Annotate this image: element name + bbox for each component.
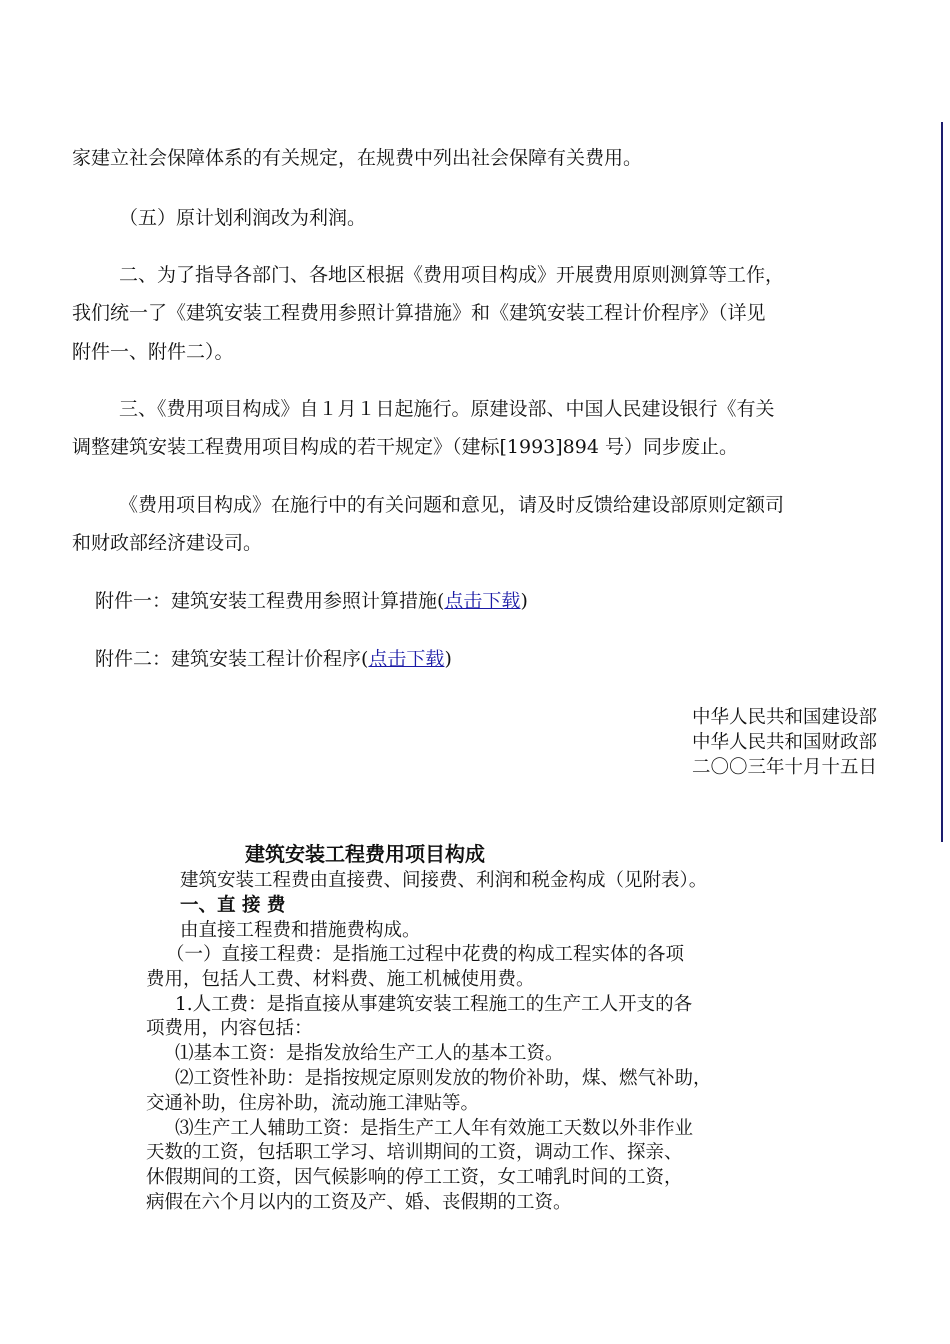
paragraph-feedback-line1: 《费用项目构成》在施行中的有关问题和意见，请及时反馈给建设部原则定额司: [119, 494, 785, 516]
appendix-line-b1: （一）直接工程费：是指施工过程中花费的构成工程实体的各项: [166, 944, 685, 965]
appendix-line-f4: 病假在六个月以内的工资及产、婚、丧假期的工资。: [146, 1192, 572, 1213]
appendix-line-e1: ⑵工资性补助：是指按规定原则发放的物价补助，煤、燃气补助，: [175, 1068, 712, 1089]
paragraph-feedback-line2: 和财政部经济建设司。: [72, 532, 263, 554]
appendix-title: 建筑安装工程费用项目构成: [245, 842, 485, 866]
appendix-line-e2: 交通补助，住房补助，流动施工津贴等。: [146, 1093, 480, 1114]
paragraph-three-line2: 调整建筑安装工程费用项目构成的若干规定》（建标[1993]894 号）同步废止。: [72, 436, 738, 458]
paragraph-social-security: 家建立社会保障体系的有关规定，在规费中列出社会保障有关费用。: [72, 147, 643, 169]
signature-org-construction: 中华人民共和国建设部: [692, 707, 878, 728]
page-edge-rule: [941, 122, 943, 842]
appendix-line-f2: 天数的工资，包括职工学习、培训期间的工资，调动工作、探亲、: [146, 1142, 683, 1163]
signature-date: 二〇〇三年十月十五日: [692, 757, 878, 778]
attachment-two-download-link[interactable]: 点击下载: [368, 648, 445, 670]
appendix-intro: 建筑安装工程费由直接费、间接费、利润和税金构成（见附表）。: [180, 870, 708, 891]
attachment-one-label: 附件一：建筑安装工程费用参照计算措施(: [95, 590, 445, 612]
paragraph-two-line3: 附件一、附件二）。: [72, 341, 234, 363]
appendix-line-f3: 休假期间的工资，因气候影响的停工工资，女工哺乳时间的工资，: [146, 1167, 683, 1188]
appendix-line-c1: 1.人工费：是指直接从事建筑安装工程施工的生产工人开支的各: [175, 994, 693, 1015]
paragraph-five: （五）原计划利润改为利润。: [119, 207, 367, 229]
attachment-two-suffix: ): [444, 648, 452, 670]
appendix-line-c2: 项费用，内容包括：: [146, 1018, 313, 1039]
paragraph-two-line2: 我们统一了《建筑安装工程费用参照计算措施》和《建筑安装工程计价程序》（详见: [72, 302, 766, 324]
appendix-line-b2: 费用，包括人工费、材料费、施工机械使用费。: [146, 969, 535, 990]
paragraph-two-line1: 二、为了指导各部门、各地区根据《费用项目构成》开展费用原则测算等工作，: [119, 264, 785, 286]
paragraph-three-line1: 三、《费用项目构成》自１月１日起施行。原建设部、中国人民建设银行《有关: [119, 398, 775, 420]
appendix-heading-direct-cost: 一、直 接 费: [180, 895, 286, 916]
appendix-line-a: 由直接工程费和措施费构成。: [180, 920, 421, 941]
attachment-two-label: 附件二：建筑安装工程计价程序(: [95, 648, 369, 670]
attachment-one-download-link[interactable]: 点击下载: [444, 590, 521, 612]
attachment-one: [95, 582, 528, 620]
appendix-line-d: ⑴基本工资：是指发放给生产工人的基本工资。: [175, 1043, 564, 1064]
attachment-two: [95, 640, 452, 678]
appendix-line-f1: ⑶生产工人辅助工资：是指生产工人年有效施工天数以外非作业: [175, 1118, 694, 1139]
signature-org-finance: 中华人民共和国财政部: [692, 732, 878, 753]
attachment-one-suffix: ): [520, 590, 528, 612]
